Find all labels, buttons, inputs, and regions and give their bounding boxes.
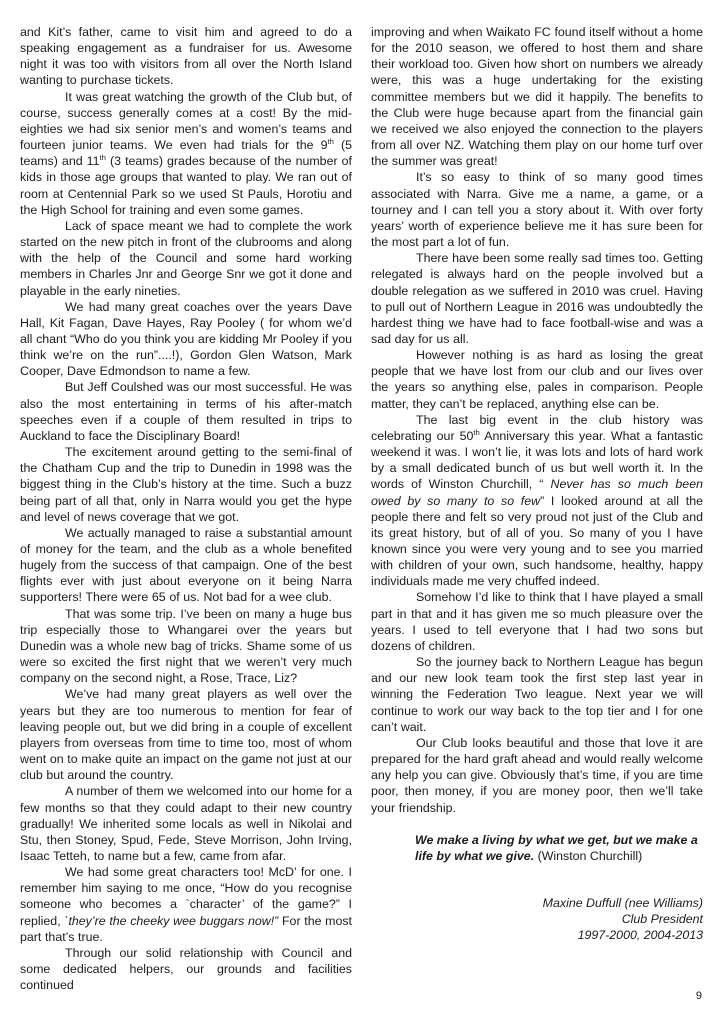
paragraph: The last big event in the club history was celebrating our 50th Anniversary this year. What a fantastic weekend it was. I won’t lie, it was lots and lots of hard work by a small dedicated bunch of us but well worth it. In the words of Winston Churchill, “ Never has so much been owed by so many to so few” I looked around at all the people there and felt so very proud not just of the Club and its great history, but of all of you. So many of you I have known since you were very young and to see you married with children of your own, such handsome, healthy, happy individuals made me very chuffed indeed. (371, 412, 703, 589)
paragraph: We had some great characters too! McD’ for one. I remember him saying to me once, “How do you recognise someone who becomes a `character’ of the game?” I replied, `they’re the cheeky wee buggars now!” For the most part that’s true. (20, 865, 353, 944)
paragraph: Somehow I’d like to think that I have played a small part in that and it has given me so much pleasure over the years. I used to tell everyone that I had two sons but dozens of children. (371, 590, 703, 653)
paragraph: That was some trip. I’ve been on many a huge bus trip especially those to Whangarei over the years but Dunedin was a whole new bag of tricks. Shame some of us were so excited the first night that we weren’t very much company on the second night, a Rose, Trace, Liz? (20, 606, 352, 686)
paragraph: The excitement around getting to the semi-final of the Chatham Cup and the trip to Dunedin in 1998 was the biggest thing in the Club’s history at the time. Such a buzz being part of all that, only in Narra would you get the hype and level of news coverage that we got. (20, 445, 352, 524)
paragraph: improving and when Waikato FC found itself without a home for the 2010 season, we offered to host them and share their workload too. Given how short on numbers we already were, this was a huge undertaking for the existing committee members but we did it happily. The benefits to the Club were huge because apart from the financial gain we received we also enjoyed the connection to the players from all over NZ. Watching them play on our home turf over the summer was great! (371, 25, 703, 169)
paragraph: There have been some really sad times too. Getting relegated is always hard on the people involved but a double relegation as we suffered in 2010 was cruel. Having to pull out of Northern League in 2016 was undoubtedly the hardest thing we have had to face football-wise and was a sad day for us all. (371, 251, 703, 346)
paragraph: It’s so easy to think of so many good times associated with Narra. Give me a name, a game, or a tourney and I can tell you a story about it. With over forty years’ worth of experience believe me it has sure been for the most part a lot of fun. (371, 170, 703, 250)
paragraph: But Jeff Coulshed was our most successful. He was also the most entertaining in terms of his after-match speeches even if a couple of them resulted in trips to Auckland to face the Disciplinary Board! (20, 380, 352, 443)
paragraph: and Kit’s father, came to visit him and agreed to do a speaking engagement as a fundraiser for us. Awesome night it was too with visitors from all over the North Island wanting to purchase tickets. (20, 25, 352, 88)
signature-block (371, 895, 703, 943)
paragraph: However nothing is as hard as losing the great people that we have lost from our club and our lives over the years so anything else, pales in comparison. People matter, they can’t be replaced, anything else can be. (371, 348, 703, 411)
signature-title: Club President (621, 912, 703, 927)
paragraph: We actually managed to raise a substantial amount of money for the team, and the club as a whole benefited hugely from the success of that campaign. One of the best flights ever with just about everyone on it being Narra supporters! There were 65 of us. Not bad for a wee club. (20, 525, 352, 605)
paragraph: Lack of space meant we had to complete the work started on the new pitch in front of the clubrooms and along with the help of the Council and some hard working members in Charles Jnr and George Snr we got it done and playable in the early nineties. (20, 218, 352, 298)
paragraph: We had many great coaches over the years Dave Hall, Kit Fagan, Dave Hayes, Ray Pooley ( for whom we’d all chant “Who do you think you are kidding Mr Pooley if you think we’re on the run”....!), Gordon Glen Watson, Mark Cooper, Dave Edmondson to name a few. (20, 299, 352, 379)
paragraph: We’ve had many great players as well over the years but they are too numerous to mention for fear of leaving people out, but we did bring in a couple of excellent players from overseas from time to time too, most of whom went on to make quite an impact on the game not just at our club but around the country. (20, 687, 352, 783)
churchill-quote: We make a living by what we get, but we make a life by what we give. (Winston Churchill) (415, 832, 698, 863)
paragraph: So the journey back to Northern League has begun and our new look team took the first step last year in winning the Federation Two league. Next year we will continue to work our way back to the top tier and I for one can’t wait. (371, 655, 703, 734)
signature-years: 1997-2000, 2004-2013 (577, 928, 703, 943)
paragraph: Our Club looks beautiful and those that love it are prepared for the hard graft ahead and would really welcome any help you can give. Obviously that’s time, if you are time poor, then money, if you are money poor, then we’ll take your friendship. (371, 735, 703, 815)
paragraph: Through our solid relationship with Council and some dedicated helpers, our grounds and facilities continued (20, 945, 352, 993)
page-number: 9 (695, 990, 702, 1002)
paragraph: A number of them we welcomed into our home for a few months so that they could adapt to their new country gradually! We inherited some locals as well in Nikolai and Stu, then Stoney, Spud, Fede, Steve Morrison, John Irving, Isaac Tetteh, to name but a few, came from afar. (20, 784, 352, 863)
two-column-layout (20, 24, 703, 993)
left-column (20, 24, 352, 993)
right-column (371, 24, 703, 993)
paragraph: It was great watching the growth of the Club but, of course, success generally comes at a cost! By the mid-eighties we had six senior men’s and women’s teams and fourteen junior teams. We even had trials for the 9th (5 teams) and 11th (3 teams) grades because of the number of kids in those age groups that wanted to play. We ran out of room at Centennial Park so we used St Pauls, Horotiu and the High School for training and even some games. (20, 89, 352, 217)
signature-name: Maxine Duffull (nee Williams) (542, 895, 703, 910)
